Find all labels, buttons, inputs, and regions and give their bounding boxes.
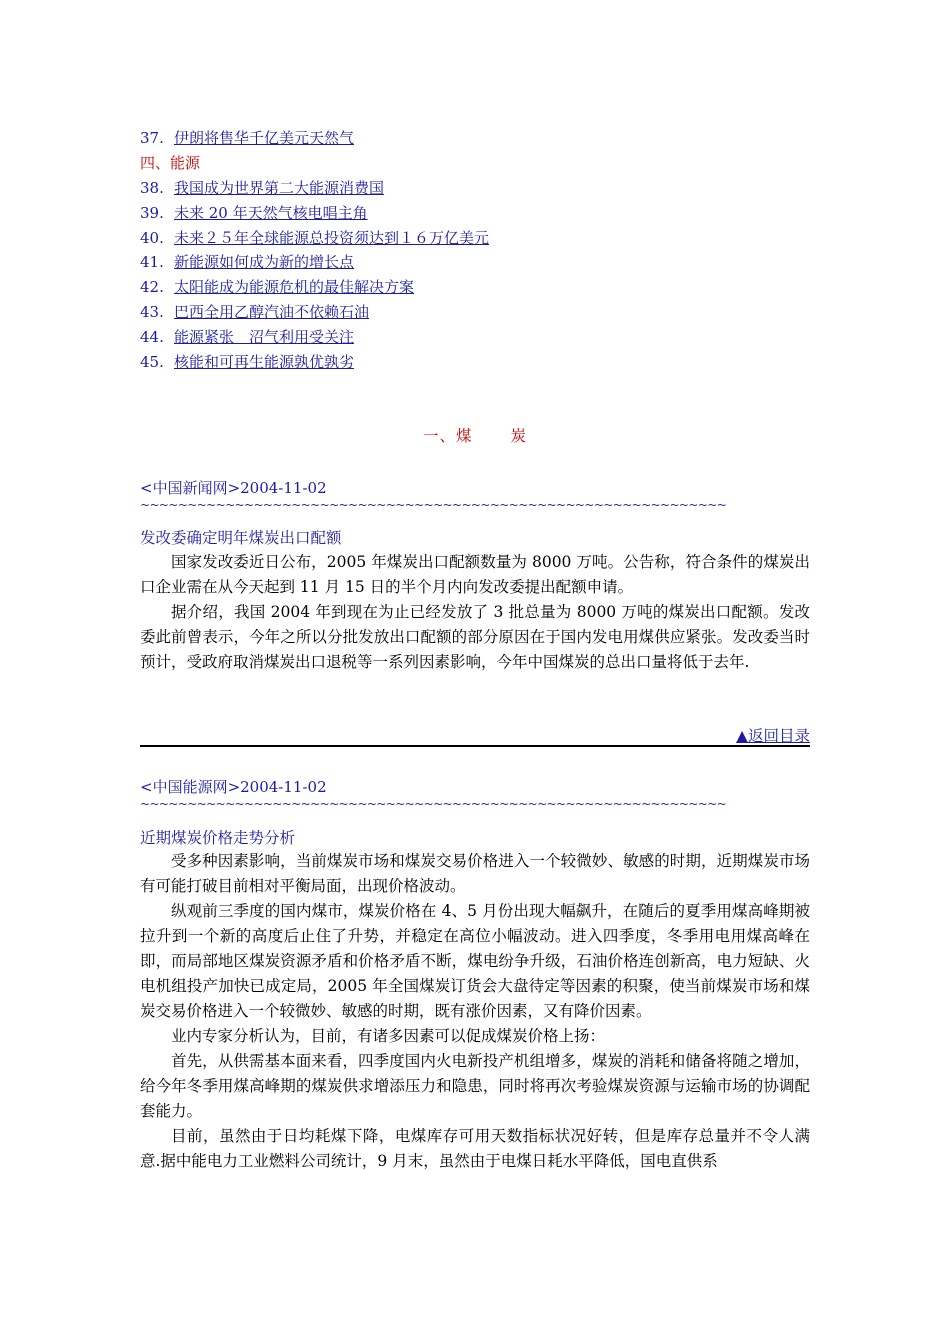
paragraph: 纵观前三季度的国内煤市，煤炭价格在 4、5 月份出现大幅飙升，在随后的夏季用煤高峰期被拉升到一个新的高度后止住了升势，并稳定在高位小幅波动。进入四季度，冬季用电用煤高峰在即，而局部地区煤炭资源矛盾和价格矛盾不断，煤电纷争升级，石油价格连创新高，电力短缺、火电机组投产加快已成定局，2005 年全国煤炭订货会大盘待定等因素的积聚，使当前煤炭市场和煤炭交易价格进入一个较微妙、敏感的时期，既有涨价因素，又有降价因素。	[140, 902, 810, 1020]
toc-heading	[140, 151, 820, 176]
article-source: <中国能源网>2004-11-02	[140, 778, 327, 796]
article-title: 发改委确定明年煤炭出口配额	[140, 529, 342, 547]
article-title: 近期煤炭价格走势分析	[140, 829, 296, 847]
paragraph: 据介绍，我国 2004 年到现在为止已经发放了 3 批总量为 8000 万吨的煤炭出口配额。发改委此前曾表示，今年之所以分批发放出口配额的部分原因在于国内发电用煤供应紧张。发改委当时预计，受政府取消煤炭出口退税等一系列因素影响，今年中国煤炭的总出口量将低于去年.	[140, 603, 810, 671]
tilde-divider: ~~~~~~~~~~~~~~~~~~~~~~~~~~~~~~~~~~~~~~~~~~~~~~~~~~~~~~~~~~~~~~	[140, 797, 727, 811]
paragraph: 首先，从供需基本面来看，四季度国内火电新投产机组增多，煤炭的消耗和储备将随之增加，给今年冬季用煤高峰期的煤炭供求增添压力和隐患，同时将再次考验煤炭资源与运输市场的协调配套能力。	[140, 1052, 810, 1120]
section-heading-part1: 一、煤	[422, 427, 473, 445]
toc-link[interactable]: 伊朗将售华千亿美元天然气	[174, 129, 355, 147]
paragraph: 国家发改委近日公布，2005 年煤炭出口配额数量为 8000 万吨。公告称，符合条件的煤炭出口企业需在从今天起到 11 月 15 日的半个月内向发改委提出配额申请。	[140, 553, 810, 596]
toc-number: 38.	[140, 178, 164, 197]
toc-heading-energy: 四、能源	[140, 153, 201, 172]
toc-number: 41.	[140, 253, 164, 272]
toc-number: 43.	[140, 303, 164, 322]
toc-item[interactable]	[140, 275, 820, 300]
toc-number: 39.	[140, 203, 164, 222]
paragraph: 目前，虽然由于日均耗煤下降，电煤库存可用天数指标状况好转，但是库存总量并不令人满意.据中能电力工业燃料公司统计，9 月末，虽然由于电煤日耗水平降低，国电直供系	[140, 1127, 810, 1170]
toc-link[interactable]: 我国成为世界第二大能源消费国	[174, 178, 385, 197]
toc-link[interactable]: 新能源如何成为新的增长点	[174, 253, 355, 272]
toc-link[interactable]: 巴西全用乙醇汽油不依赖石油	[174, 303, 370, 322]
toc-item[interactable]	[140, 325, 820, 350]
toc-link[interactable]: 核能和可再生能源孰优孰劣	[174, 353, 355, 372]
toc-link[interactable]: 太阳能成为能源危机的最佳解决方案	[174, 278, 415, 297]
toc-link[interactable]: 能源紧张 沼气利用受关注	[174, 328, 355, 347]
toc-item[interactable]	[140, 201, 820, 226]
toc-link[interactable]: 未来２５年全球能源总投资须达到１６万亿美元	[174, 228, 490, 247]
article-source: <中国新闻网>2004-11-02	[140, 479, 327, 497]
toc-item[interactable]	[140, 350, 820, 375]
back-to-toc-link[interactable]: ▲返回目录	[736, 727, 810, 745]
paragraph: 受多种因素影响，当前煤炭市场和煤炭交易价格进入一个较微妙、敏感的时期，近期煤炭市场有可能打破目前相对平衡局面，出现价格波动。	[140, 852, 810, 895]
table-of-contents	[140, 126, 820, 375]
toc-item[interactable]	[140, 226, 820, 251]
toc-number: 40.	[140, 228, 164, 247]
toc-item[interactable]	[140, 300, 820, 325]
horizontal-rule	[140, 745, 810, 747]
section-heading-part2: 炭	[510, 427, 528, 445]
article-body	[140, 849, 810, 1174]
paragraph: 业内专家分析认为，目前，有诸多因素可以促成煤炭价格上扬：	[171, 1027, 606, 1045]
toc-item[interactable]	[140, 176, 820, 201]
toc-item[interactable]	[140, 126, 820, 151]
toc-link[interactable]: 未来 20 年天然气核电唱主角	[174, 203, 368, 222]
toc-number: 44.	[140, 328, 164, 347]
section-heading-coal	[140, 424, 810, 446]
toc-number: 37.	[140, 129, 164, 147]
article-body	[140, 550, 810, 675]
toc-item[interactable]	[140, 250, 820, 275]
toc-number: 42.	[140, 278, 164, 297]
toc-number: 45.	[140, 353, 164, 372]
tilde-divider: ~~~~~~~~~~~~~~~~~~~~~~~~~~~~~~~~~~~~~~~~~~~~~~~~~~~~~~~~~~~~~~	[140, 498, 727, 512]
